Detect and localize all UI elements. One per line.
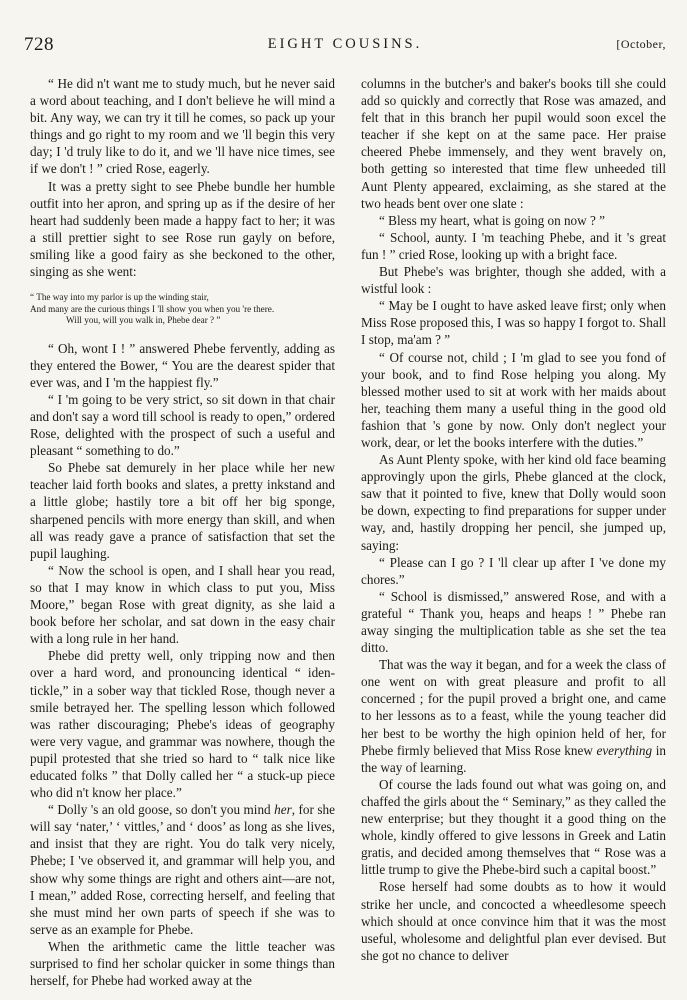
paragraph bbox=[361, 656, 666, 776]
verse-line: “ The way into my parlor is up the winding stair, bbox=[30, 292, 209, 303]
paragraph: “ Of course not, child ; I 'm glad to see you fond of your book, and to find Rose helping you along. My blessed mother used to sit at work with her maids about her, teaching them many a useful thing in the good old fashion that 's gone by now. Only don't neglect your work, dear, or let the books interfere with the duties.” bbox=[361, 349, 666, 450]
verse-line: And many are the curious things I 'll show you when you 're there. bbox=[30, 303, 275, 314]
paragraph: As Aunt Plenty spoke, with her kind old face beaming approvingly upon the girls, Phebe glanced at the clock, saw that it pointed to five, knew that Dolly would soon be down, expecting to find preparations for supper under way, and, hastily dropping her pencil, she jumped up, saying: bbox=[361, 452, 666, 553]
paragraph: Of course the lads found out what was going on, and chaffed the girls about the “ Seminary,” as they called the new enterprise; but they thought it a good thing on the whole, kindly offered to give lessons in Greek and Latin gratis, and decided among themselves that “ Rose was a little trump to give the Phebe-bird such a capital boost.” bbox=[361, 776, 666, 878]
paragraph: “ Now the school is open, and I shall hear you read, so that I may know in which class to put you, Miss Moore,” began Rose with great dignity, as she laid a book before her scholar, and sat down in the easy chair with a long rule in her hand. bbox=[30, 562, 335, 647]
text-run: in the way of learning. bbox=[361, 742, 666, 775]
paragraph: “ Oh, wont I ! ” answered Phebe fervently, adding as they entered the Bower, “ You are the dearest spider that ever was, and I 'm the happiest fly.” bbox=[30, 340, 335, 390]
paragraph: “ Bless my heart, what is going on now ? ” bbox=[379, 212, 605, 228]
paragraph: When the arithmetic came the little teacher was surprised to find her scholar quicker in some things than herself, for Phebe had worked away at the bbox=[30, 938, 335, 989]
emphasis: her bbox=[274, 802, 292, 818]
paragraph: “ May be I ought to have asked leave first; only when Miss Rose proposed this, I was so happy I forgot to. Shall I stop, ma'am ? ” bbox=[361, 298, 666, 348]
right-column bbox=[361, 75, 666, 964]
issue-label: [October, bbox=[616, 37, 666, 51]
paragraph: So Phebe sat demurely in her place while her new teacher laid forth books and slates, a pretty inkstand and a little globe; hastily tore a bit off her big sponge, sharpened pencils with more energy than skill, and when all was ready gave a prance of satisfaction that set the pupil laughing. bbox=[30, 460, 335, 561]
left-column bbox=[30, 75, 335, 989]
paragraph: Phebe did pretty well, only tripping now and then over a hard word, and pronouncing identical “ iden-tickle,” in a sober way that tickled Rose, though never a smile betrayed her. The spelling lesson which followed was rather discouraging; Phebe's ideas of geography were very vague, and grammar was nowhere, though the pupil protested that she tried so hard to “ talk nice like educated folks ” that Dolly called her “ a stuck-up piece who did n't know her place.” bbox=[30, 648, 335, 801]
paragraph bbox=[30, 801, 335, 938]
paragraph: “ School, aunty. I 'm teaching Phebe, and it 's great fun ! ” cried Rose, looking up with a bright face. bbox=[361, 229, 666, 262]
running-header bbox=[24, 34, 666, 58]
paragraph: “ School is dismissed,” answered Rose, and with a grateful “ Thank you, heaps and heaps ! ” Phebe ran away singing the multiplication table as she set the tea ditto. bbox=[361, 588, 666, 656]
paragraph: Rose herself had some doubts as to how it would strike her uncle, and concocted a wheedlesome speech which should at once convince him that it was the most useful, wholesome and delightful plan ever devised. But she got no chance to deliver bbox=[361, 879, 666, 963]
verse-line: Will you, will you walk in, Phebe dear ? ” bbox=[66, 315, 221, 326]
paragraph: “ Please can I go ? I 'll clear up after I 've done my chores.” bbox=[361, 554, 666, 587]
paragraph: “ I 'm going to be very strict, so sit down in that chair and don't say a word till school is ready to open,” ordered Rose, delighted with the prospect of such a useful and pleasant “ something to do.” bbox=[30, 391, 335, 459]
paragraph: columns in the butcher's and baker's books till she could add so quickly and correctly that Rose was amazed, and felt that in this branch her pupil would soon excel the teacher if she kept on at the same pace. Her praise cheered Phebe immensely, and they went bravely on, both getting so interested that time flew unheeded till Aunt Plenty appeared, exclaiming, as she stared at the two heads bent over one slate : bbox=[361, 76, 666, 211]
paragraph: “ He did n't want me to study much, but he never said a word about teaching, and I don't believe he will mind a bit. Any way, we can try it till he comes, so pack up your things and go right to my room and we 'll begin this very day; I 'd truly like to do it, and we 'll have nice times, see if we don't ! ” cried Rose, eagerly. bbox=[30, 76, 335, 177]
paragraph: It was a pretty sight to see Phebe bundle her humble outfit into her apron, and spring up as if the desire of her heart had suddenly been made a happy fact to her; it was a still prettier sight to see Rose run gayly on before, smiling like a good fairy as she beckoned to the other, singing as she went: bbox=[30, 178, 335, 280]
text-run: , for she will say ‘nater,’ ‘ vittles,’ and ‘ doos’ as long as she lives, and insist that they are right. You do talk very nicely, Phebe; I 've observed it, and grammar will help you, and show why some things are right and others aint—are not, I mean,” added Rose, correcting herself, and feeling that she must mind her own parts of speech if she was to serve as an example for Phebe. bbox=[30, 802, 335, 937]
running-title: EIGHT COUSINS. bbox=[267, 36, 423, 52]
text-run: “ Dolly 's an old goose, so don't you mind bbox=[48, 802, 275, 818]
paragraph: But Phebe's was brighter, though she added, with a wistful look : bbox=[361, 264, 666, 297]
verse-quotation bbox=[30, 292, 335, 327]
page-number: 728 bbox=[24, 34, 54, 55]
text-run: That was the way it began, and for a week the class of one went on with great pleasure and profit to all concerned ; for the pupil proved a bright one, and came to her lessons as to a feast, while the young teacher did her best to be worthy the high opinion held of her, for Phebe firmly believed that Miss Rose knew bbox=[361, 657, 666, 758]
emphasis: everything bbox=[596, 742, 653, 758]
